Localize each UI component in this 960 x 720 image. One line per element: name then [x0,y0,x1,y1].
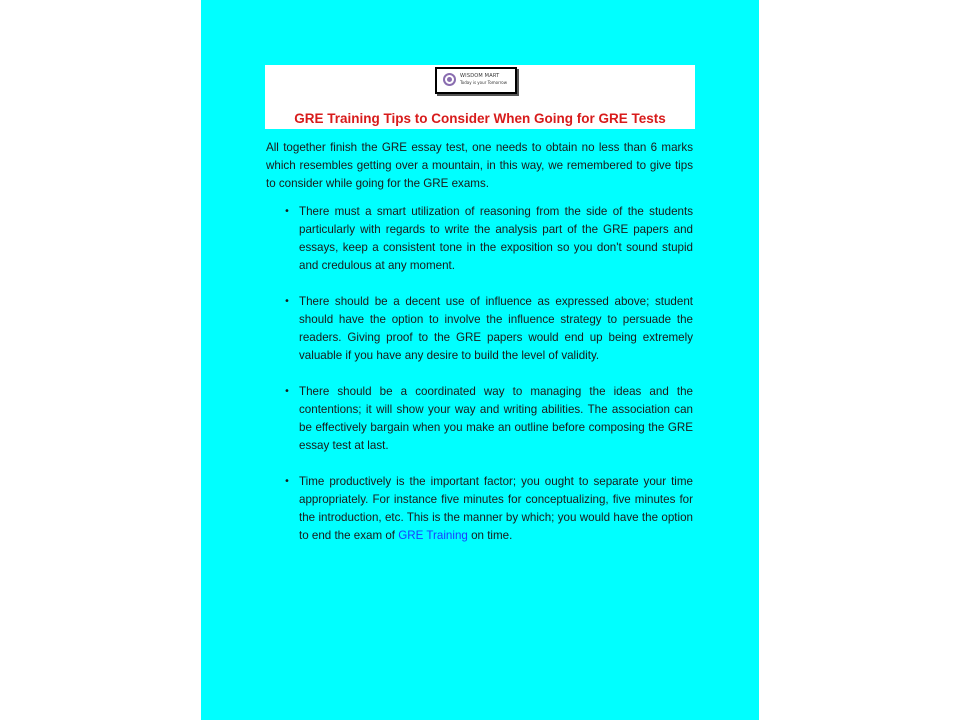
wisdom-mart-logo [435,67,517,94]
logo-emblem-icon [443,73,456,86]
tip-text: There should be a coordinated way to managing the ideas and the contentions; it will show your way and writing abilities. The association can be effectively bargain when you make an outline before composing the GRE essay test at last. [299,385,693,452]
list-item [284,293,693,365]
logo-name: WISDOM MART [460,73,500,79]
list-item [284,203,693,275]
logo-tagline: Today is your Tomorrow [460,80,507,85]
intro-paragraph: All together finish the GRE essay test, one needs to obtain no less than 6 marks which resembles getting over a mountain, in this way, we remembered to give tips to consider while going for the GRE exams. [266,141,693,190]
bullet-icon: • [284,386,290,397]
document-page [201,0,759,720]
gre-training-link[interactable]: GRE Training [398,529,468,542]
bullet-icon: • [284,296,290,307]
tip-text-end: on time. [467,529,513,542]
header-banner [265,65,695,129]
document-title: GRE Training Tips to Consider When Going for GRE Tests [294,111,666,126]
bullet-icon: • [284,206,290,217]
bullet-icon: • [284,476,290,487]
tip-text: There should be a decent use of influence as expressed above; student should have the option to involve the influence strategy to persuade the readers. Giving proof to the GRE papers would end up being extremely valuable if you have any desire to build the level of validity. [299,295,693,362]
tip-text: Time productively is the important factor; you ought to separate your time appropriately. For instance five minutes for conceptualizing, five minutes for the introduction, etc. This is the manner by which; you would have the option to end the exam of [299,475,693,542]
tips-list [284,203,693,563]
list-item [284,473,693,545]
tip-text: There must a smart utilization of reasoning from the side of the students particularly with regards to write the analysis part of the GRE papers and essays, keep a consistent tone in the exposition so you don't sound stupid and credulous at any moment. [299,205,693,272]
list-item [284,383,693,455]
